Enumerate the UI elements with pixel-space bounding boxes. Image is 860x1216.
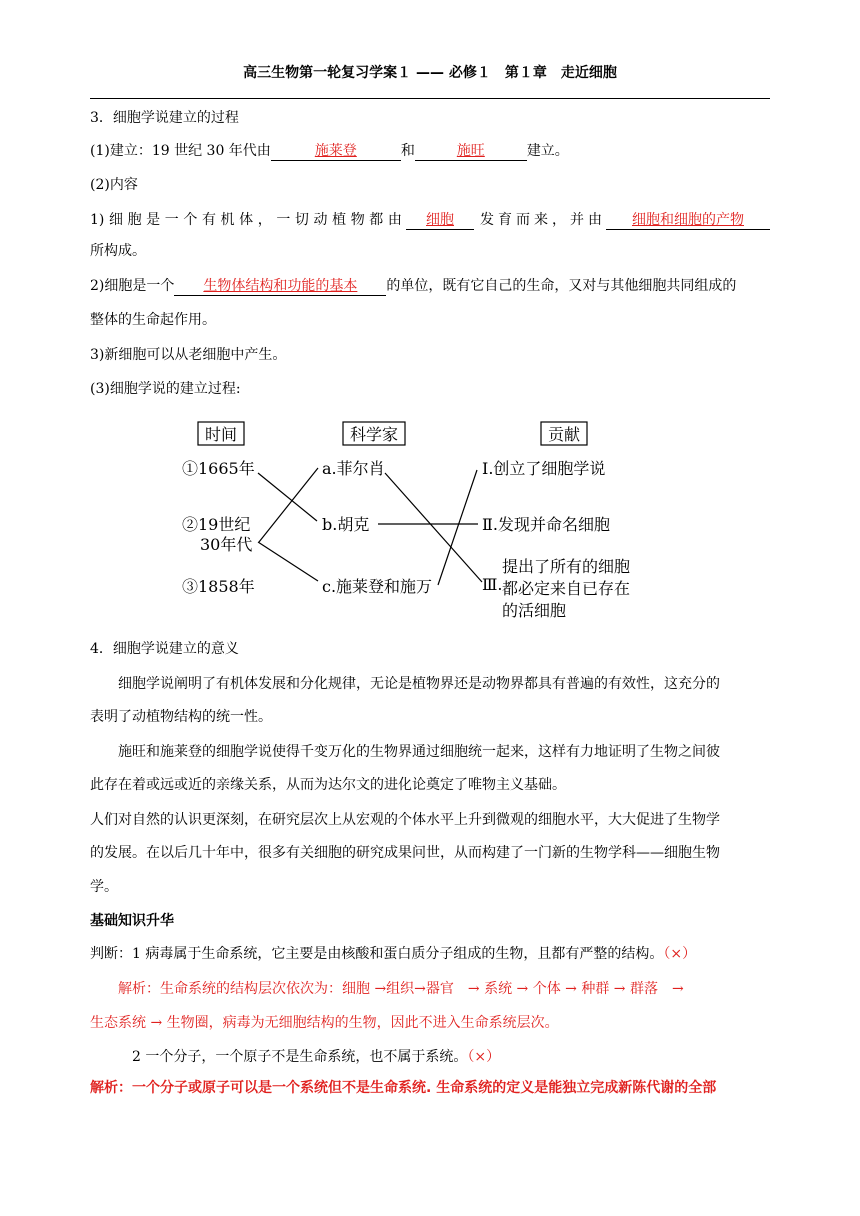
meaning-para-1-line-2: 表明了动植物结构的统一性。 xyxy=(90,709,272,725)
section-3-title: 3．细胞学说建立的过程 xyxy=(90,110,239,126)
time-19th-century: ②19世纪 xyxy=(182,515,251,534)
process-heading: (3)细胞学说的建立过程: xyxy=(90,381,241,397)
meaning-para-3-line-1: 人们对自然的认识更深刻，在研究层次上从宏观的个体水平上升到微观的细胞水平，大大促进了生物学 xyxy=(90,812,720,828)
content-item-1-text: 1) 细 胞 是 一 个 有 机 体 ， 一 切 动 植 物 都 由 xyxy=(90,212,402,228)
question-2 xyxy=(132,1047,500,1067)
content-item-2-pre: 2)细胞是一个 xyxy=(90,278,175,294)
content-item-3: 3)新细胞可以从老细胞中产生。 xyxy=(90,347,287,363)
contribution-3-line-1: 提出了所有的细胞 xyxy=(502,557,631,576)
content-item-1-cont: 所构成。 xyxy=(90,243,146,259)
question-2-mark: （×） xyxy=(467,1049,501,1065)
review-title: 基础知识升华 xyxy=(90,913,174,929)
answer-2-line-1: 解析：一个分子或原子可以是一个系统但不是生命系统. 生命系统的定义是能独立完成新陈代谢的全部 xyxy=(90,1080,717,1096)
content-item-2-post: 的单位，既有它自己的生命，又对与其他细胞共同组成的 xyxy=(386,278,737,294)
meaning-para-3-line-3: 学。 xyxy=(90,879,118,895)
link-schleiden-contribution-1 xyxy=(438,470,477,585)
contribution-1: Ⅰ.创立了细胞学说 xyxy=(482,459,606,478)
link-1830s-schleiden xyxy=(259,468,318,542)
scientist-schleiden-schwann: c.施莱登和施万 xyxy=(322,577,433,596)
time-1665: ①1665年 xyxy=(182,459,255,478)
question-2-text: 2 一个分子，一个原子不是生命系统，也不属于系统。 xyxy=(132,1049,468,1065)
establish-mid: 和 xyxy=(400,143,415,159)
time-1830s: 30年代 xyxy=(200,535,253,554)
contribution-3-line-3: 的活细胞 xyxy=(502,601,567,620)
meaning-para-1-line-1: 细胞学说阐明了有机体发展和分化规律，无论是植物界还是动物界都具有普遍的有效性，这充分的 xyxy=(118,676,720,692)
question-1-text: 判断：1 病毒属于生命系统，它主要是由核酸和蛋白质分子组成的生物，且都有严整的结构。 xyxy=(90,946,664,962)
establish-pre: (1)建立：19 世纪 30 年代由 xyxy=(90,143,271,159)
answer-1-line-1: 解析：生命系统的结构层次依次为：细胞 →组织→器官 → 系统 → 个体 → 种群 → 群落 → xyxy=(118,981,684,997)
link-1858-virchow xyxy=(258,542,318,581)
meaning-para-3-line-2: 的发展。在以后几十年中，很多有关细胞的研究成果问世，从而构建了一门新的生物学科——细胞生物 xyxy=(90,845,720,861)
contribution-2: Ⅱ.发现并命名细胞 xyxy=(482,515,610,534)
link-virchow-contribution-3 xyxy=(385,473,482,582)
contribution-3-line-2: 都必定来自已存在 xyxy=(502,579,631,598)
content-heading: (2)内容 xyxy=(90,177,138,193)
time-1858: ③1858年 xyxy=(182,577,255,596)
contribution-3-label: Ⅲ. xyxy=(482,575,503,594)
scientist-hooke: b.胡克 xyxy=(322,515,370,534)
section-4-title: 4．细胞学说建立的意义 xyxy=(90,641,239,657)
header-time: 时间 xyxy=(204,425,238,444)
content-item-2-cont: 整体的生命起作用。 xyxy=(90,312,216,328)
answer-schleiden: 施莱登 xyxy=(314,143,357,159)
question-1-mark: （×） xyxy=(663,946,697,962)
answer-1-line-2: 生态系统 → 生物圈，病毒为无细胞结构的生物，因此不进入生命系统层次。 xyxy=(90,1015,559,1031)
header-contribution: 贡献 xyxy=(547,425,581,444)
page-header: 高三生物第一轮复习学案１ —— 必修１ 第１章 走近细胞 xyxy=(243,65,617,81)
question-1 xyxy=(90,944,696,964)
scientist-virchow: a.菲尔肖 xyxy=(322,459,385,478)
answer-cell-and-products: 细胞和细胞的产物 xyxy=(632,212,744,228)
content-item-1-text-2: 发 育 而 来 ， 并 由 xyxy=(480,212,602,228)
header-scientist: 科学家 xyxy=(349,425,399,444)
answer-basic-unit: 生物体结构和功能的基本 xyxy=(203,278,358,294)
establish-post: 建立。 xyxy=(526,143,569,159)
answer-schwann: 施旺 xyxy=(456,143,485,159)
answer-cell: 细胞 xyxy=(426,212,454,228)
meaning-para-2-line-2: 此存在着或远或近的亲缘关系，从而为达尔文的进化论奠定了唯物主义基础。 xyxy=(90,777,566,793)
meaning-para-2-line-1: 施旺和施莱登的细胞学说使得千变万化的生物界通过细胞统一起来，这样有力地证明了生物之间彼 xyxy=(118,744,720,760)
